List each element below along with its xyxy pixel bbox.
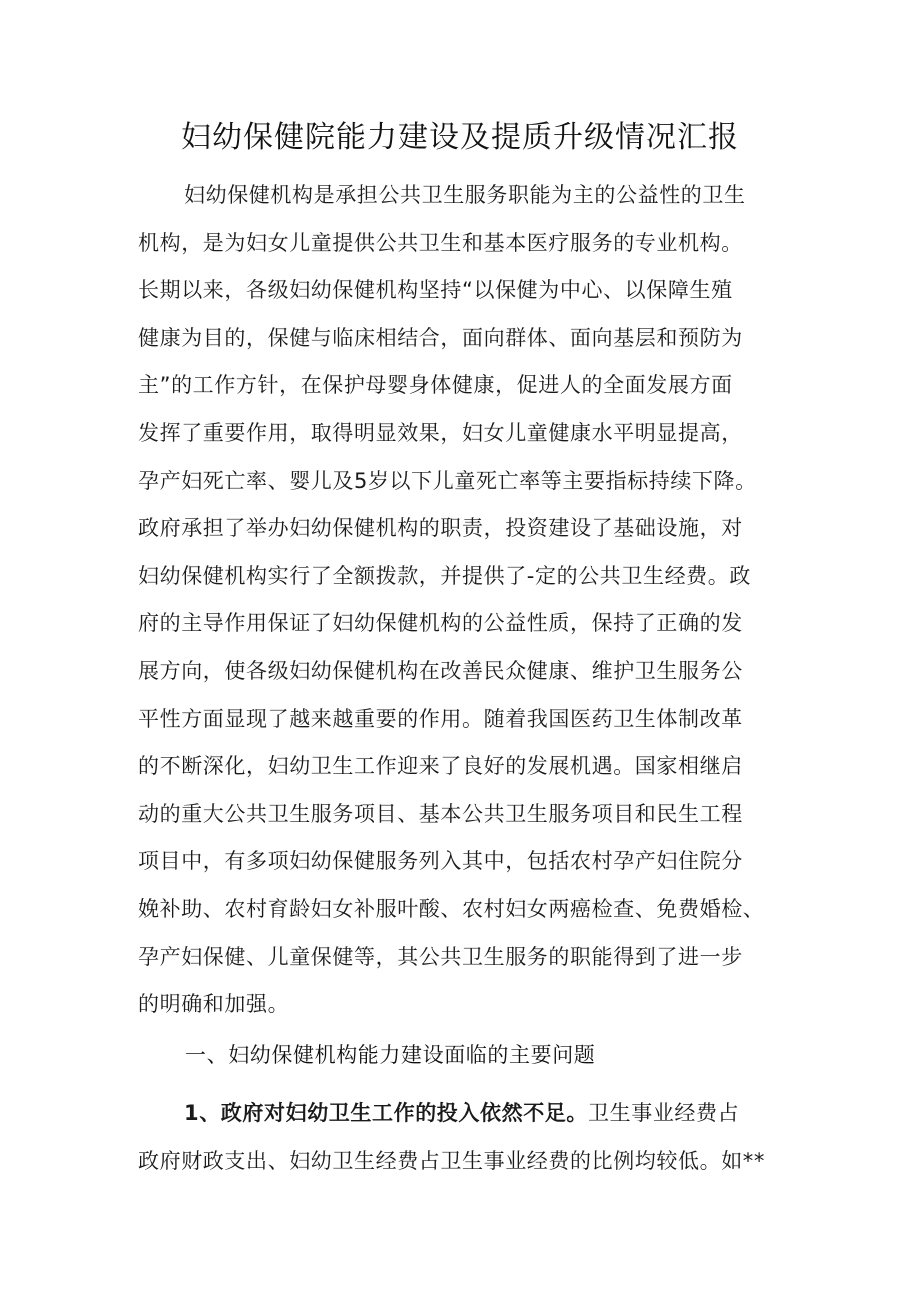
paragraph-line: 长期以来，各级妇幼保健机构坚持“以保健为中心、以保障生殖 [138, 278, 733, 303]
paragraph-line: 项目中，有多项妇幼保健服务列入其中，包括农村孕产妇住院分 [138, 849, 743, 874]
section-heading: 一、妇幼保健机构能力建设面临的主要问题 [185, 1043, 596, 1067]
paragraph-line: 娩补助、农村育龄妇女补服叶酸、农村妇女两癌检查、免费婚检、 [138, 896, 765, 921]
paragraph-line: 的明确和加强。 [138, 992, 290, 1017]
paragraph-line: 妇幼保健机构是承担公共卫生服务职能为主的公益性的卫生 [184, 183, 746, 207]
paragraph-line: 动的重大公共卫生服务项目、基本公共卫生服务项目和民生工程 [138, 801, 743, 826]
document-title: 妇幼保健院能力建设及提质升级情况汇报 [181, 120, 739, 155]
paragraph-line: 展方向，使各级妇幼保健机构在改善民众健康、维护卫生服务公 [138, 658, 743, 683]
paragraph-line: 平性方面显现了越来越重要的作用。随着我国医药卫生体制改革 [138, 706, 743, 731]
intro-paragraph [138, 172, 798, 1029]
paragraph-line: 政府承担了举办妇幼保健机构的职责，投资建设了基础设施，对 [138, 516, 743, 541]
paragraph-line: 健康为目的，保健与临床相结合，面向群体、面向基层和预防为 [138, 325, 743, 350]
paragraph-line: 府的主导作用保证了妇幼保健机构的公益性质，保持了正确的发 [138, 611, 743, 636]
paragraph-line: 主”的工作方针，在保护母婴身体健康，促进人的全面发展方面 [138, 373, 733, 398]
point-1-lead: 1、政府对妇幼卫生工作的投入依然不足。 [184, 1101, 589, 1125]
point-1-text: 卫生事业经费占 [588, 1101, 740, 1125]
paragraph-line: 妇幼保健机构实行了全额拨款，并提供了-定的公共卫生经费。政 [138, 563, 751, 588]
paragraph-line: 的不断深化，妇幼卫生工作迎来了良好的发展机遇。国家相继启 [138, 754, 743, 779]
paragraph-line: 孕产妇死亡率、婴儿及5岁以下儿童死亡率等主要指标持续下降。 [138, 468, 757, 493]
paragraph-line: 机构，是为妇女儿童提供公共卫生和基本医疗服务的专业机构。 [138, 230, 743, 255]
paragraph-line [138, 1090, 798, 1138]
paragraph-line: 孕产妇保健、儿童保健等，其公共卫生服务的职能得到了进一步 [138, 944, 743, 969]
point-1-paragraph [138, 1090, 798, 1185]
paragraph-line: 发挥了重要作用，取得明显效果，妇女儿童健康水平明显提高， [138, 420, 743, 445]
paragraph-line: 政府财政支出、妇幼卫生经费占卫生事业经费的比例均较低。如** [138, 1148, 765, 1173]
